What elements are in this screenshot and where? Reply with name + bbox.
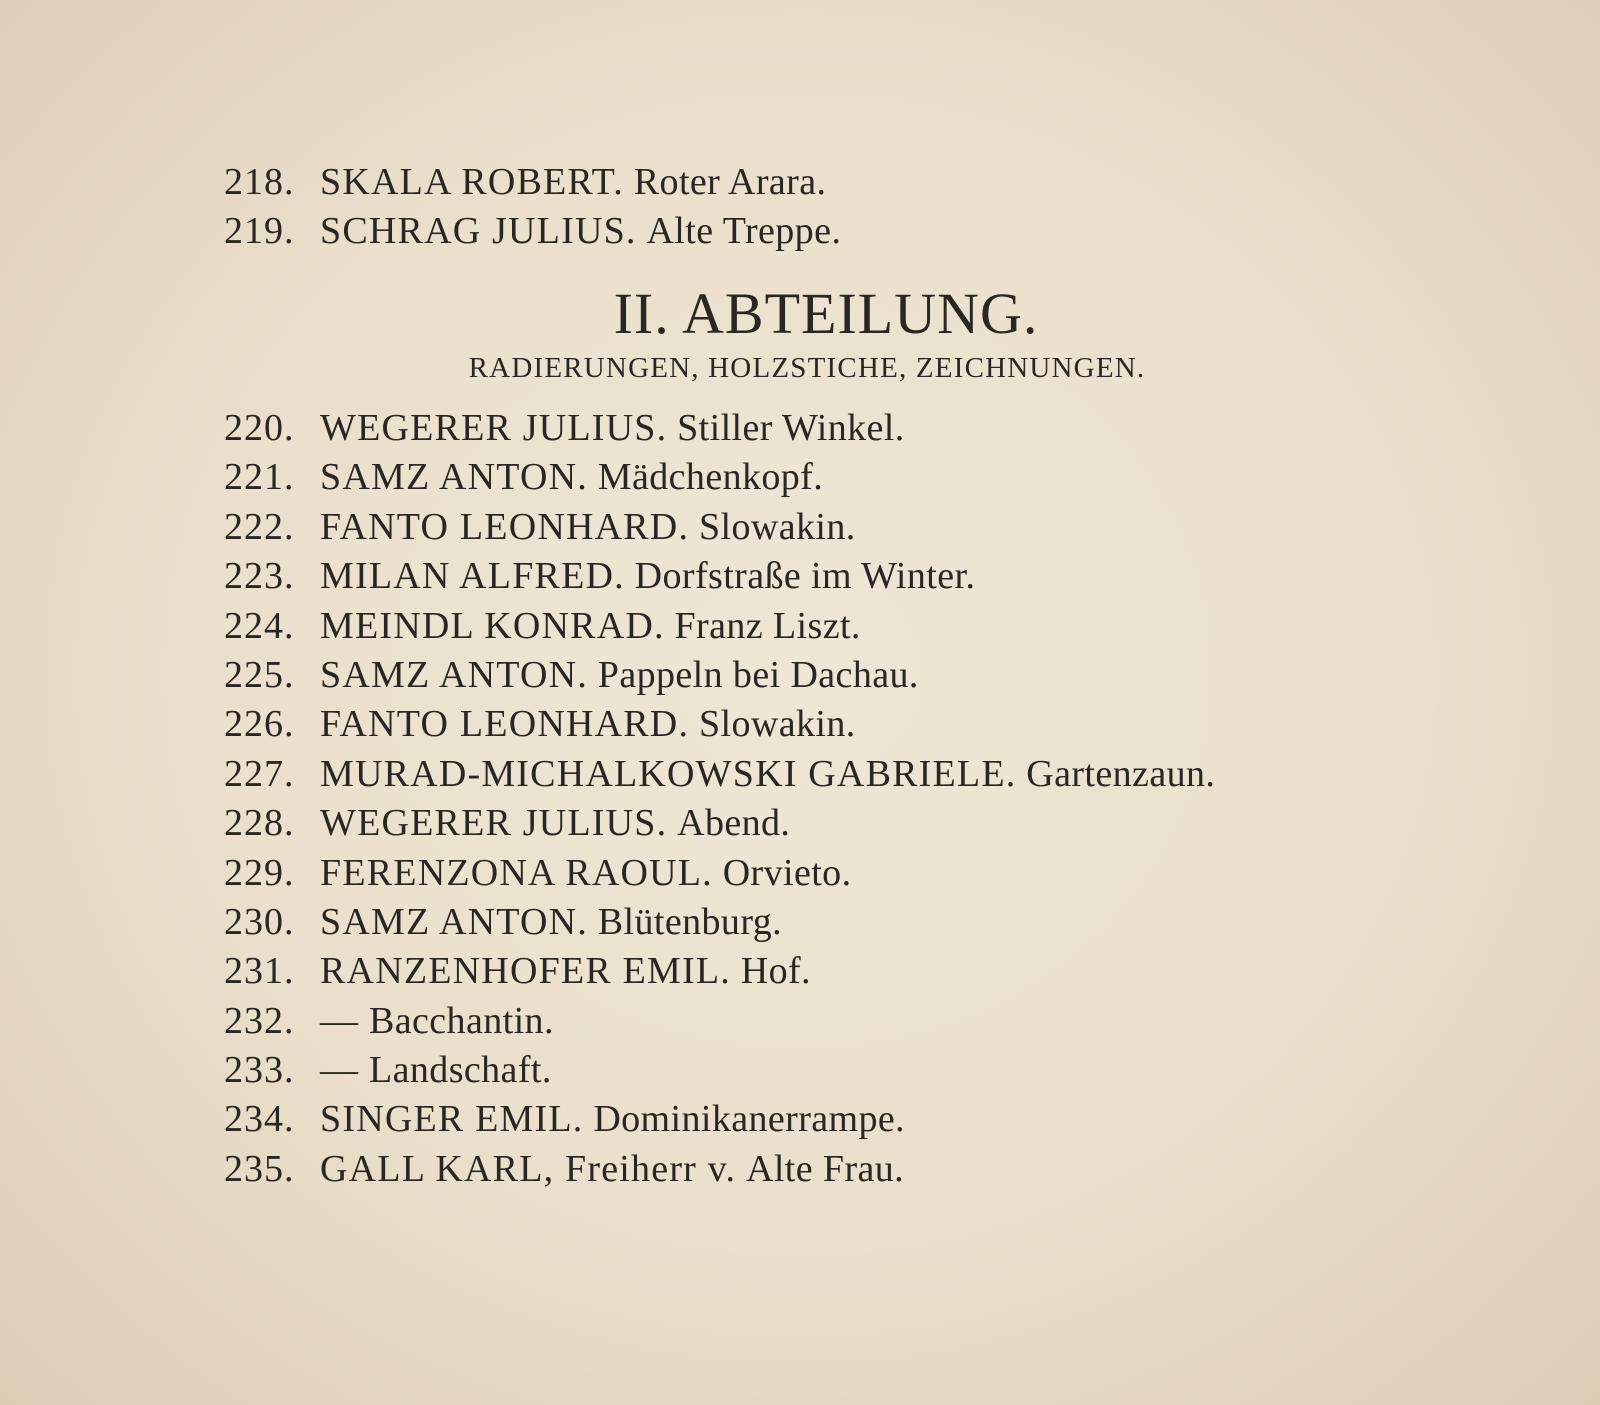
entry-number: 230.: [224, 900, 295, 943]
catalog-entry: [224, 997, 1215, 1046]
entry-number: 224.: [224, 604, 295, 647]
entry-number: 228.: [224, 802, 295, 845]
entry-title: Hof.: [740, 950, 811, 993]
catalog-entry: [224, 207, 841, 256]
entry-title: Bacchantin.: [369, 999, 554, 1042]
entry-title: Pappeln bei Dachau.: [597, 653, 919, 696]
catalog-entry: [224, 799, 1215, 848]
entry-number: 227.: [224, 752, 295, 795]
entry-artist: FANTO LEONHARD.: [320, 703, 690, 746]
entry-title: Alte Frau.: [745, 1147, 905, 1190]
catalog-entry: [224, 1095, 1215, 1144]
entry-artist: SAMZ ANTON.: [320, 456, 588, 499]
entry-number: 219.: [224, 210, 295, 253]
section-heading: II. ABTEILUNG.: [613, 281, 1039, 346]
catalog-entry: [224, 503, 1215, 552]
entry-number: 235.: [224, 1147, 295, 1190]
entry-artist: WEGERER JULIUS.: [320, 802, 668, 845]
entry-number: 221.: [224, 456, 295, 499]
entry-number: 223.: [224, 555, 295, 598]
entry-artist: SKALA ROBERT.: [320, 161, 624, 203]
catalog-entry: [224, 1046, 1215, 1095]
entry-number: 218.: [224, 161, 295, 203]
entry-number: 231.: [224, 950, 295, 993]
catalog-entry: [224, 158, 841, 207]
entry-artist: —: [320, 999, 360, 1042]
entry-artist: SAMZ ANTON.: [320, 653, 588, 696]
entry-artist: SAMZ ANTON.: [320, 900, 588, 943]
entry-title: Landschaft.: [369, 1049, 552, 1092]
section-subheading: RADIERUNGEN, HOLZSTICHE, ZEICHNUNGEN.: [468, 352, 1146, 384]
catalog-entry: [224, 898, 1215, 947]
entry-title: Mädchenkopf.: [597, 456, 824, 499]
entry-title: Orvieto.: [722, 851, 852, 894]
catalog-entry: [224, 700, 1215, 749]
entry-title: Slowakin.: [698, 703, 856, 746]
entry-artist: FANTO LEONHARD.: [320, 505, 690, 548]
catalog-entry: [224, 947, 1215, 996]
catalog-entry: [224, 552, 1215, 601]
catalog-entry: [224, 602, 1215, 651]
entry-artist: RANZENHOFER EMIL.: [320, 950, 731, 993]
entry-title: Dorfstraße im Winter.: [634, 555, 976, 598]
catalog-entry: [224, 1145, 1215, 1194]
catalog-entry: [224, 750, 1215, 799]
entry-artist: GALL KARL, Freiherr v.: [320, 1147, 737, 1190]
entry-artist: —: [320, 1049, 360, 1092]
entry-artist: FERENZONA RAOUL.: [320, 851, 713, 894]
entry-number: 229.: [224, 851, 295, 894]
entry-artist: SCHRAG JULIUS.: [320, 210, 637, 253]
entry-number: 220.: [224, 407, 295, 449]
entry-title: Gartenzaun.: [1026, 752, 1216, 795]
entry-list-after-section: [224, 404, 1215, 1194]
entry-artist: SINGER EMIL.: [320, 1098, 584, 1141]
entry-number: 222.: [224, 505, 295, 548]
catalog-entry: [224, 453, 1215, 502]
entry-artist: WEGERER JULIUS.: [320, 407, 668, 449]
catalog-entry: [224, 651, 1215, 700]
entry-title: Blütenburg.: [597, 900, 782, 943]
entry-number: 226.: [224, 703, 295, 746]
entry-title: Slowakin.: [698, 505, 856, 548]
entry-number: 233.: [224, 1049, 295, 1092]
entry-artist: MEINDL KONRAD.: [320, 604, 665, 647]
entry-artist: MILAN ALFRED.: [320, 555, 625, 598]
entry-number: 225.: [224, 653, 295, 696]
catalog-entry: [224, 849, 1215, 898]
entry-title: Dominikanerrampe.: [593, 1098, 906, 1141]
entry-title: Abend.: [677, 802, 791, 845]
entry-title: Stiller Winkel.: [677, 407, 905, 449]
entry-number: 232.: [224, 999, 295, 1042]
entry-title: Franz Liszt.: [674, 604, 861, 647]
entry-title: Roter Arara.: [633, 161, 827, 203]
catalog-entry: [224, 404, 1215, 453]
entry-artist: MURAD-MICHALKOWSKI GABRIELE.: [320, 752, 1017, 795]
entry-list-before-section: [224, 158, 841, 257]
entry-number: 234.: [224, 1098, 295, 1141]
entry-title: Alte Treppe.: [646, 210, 842, 253]
